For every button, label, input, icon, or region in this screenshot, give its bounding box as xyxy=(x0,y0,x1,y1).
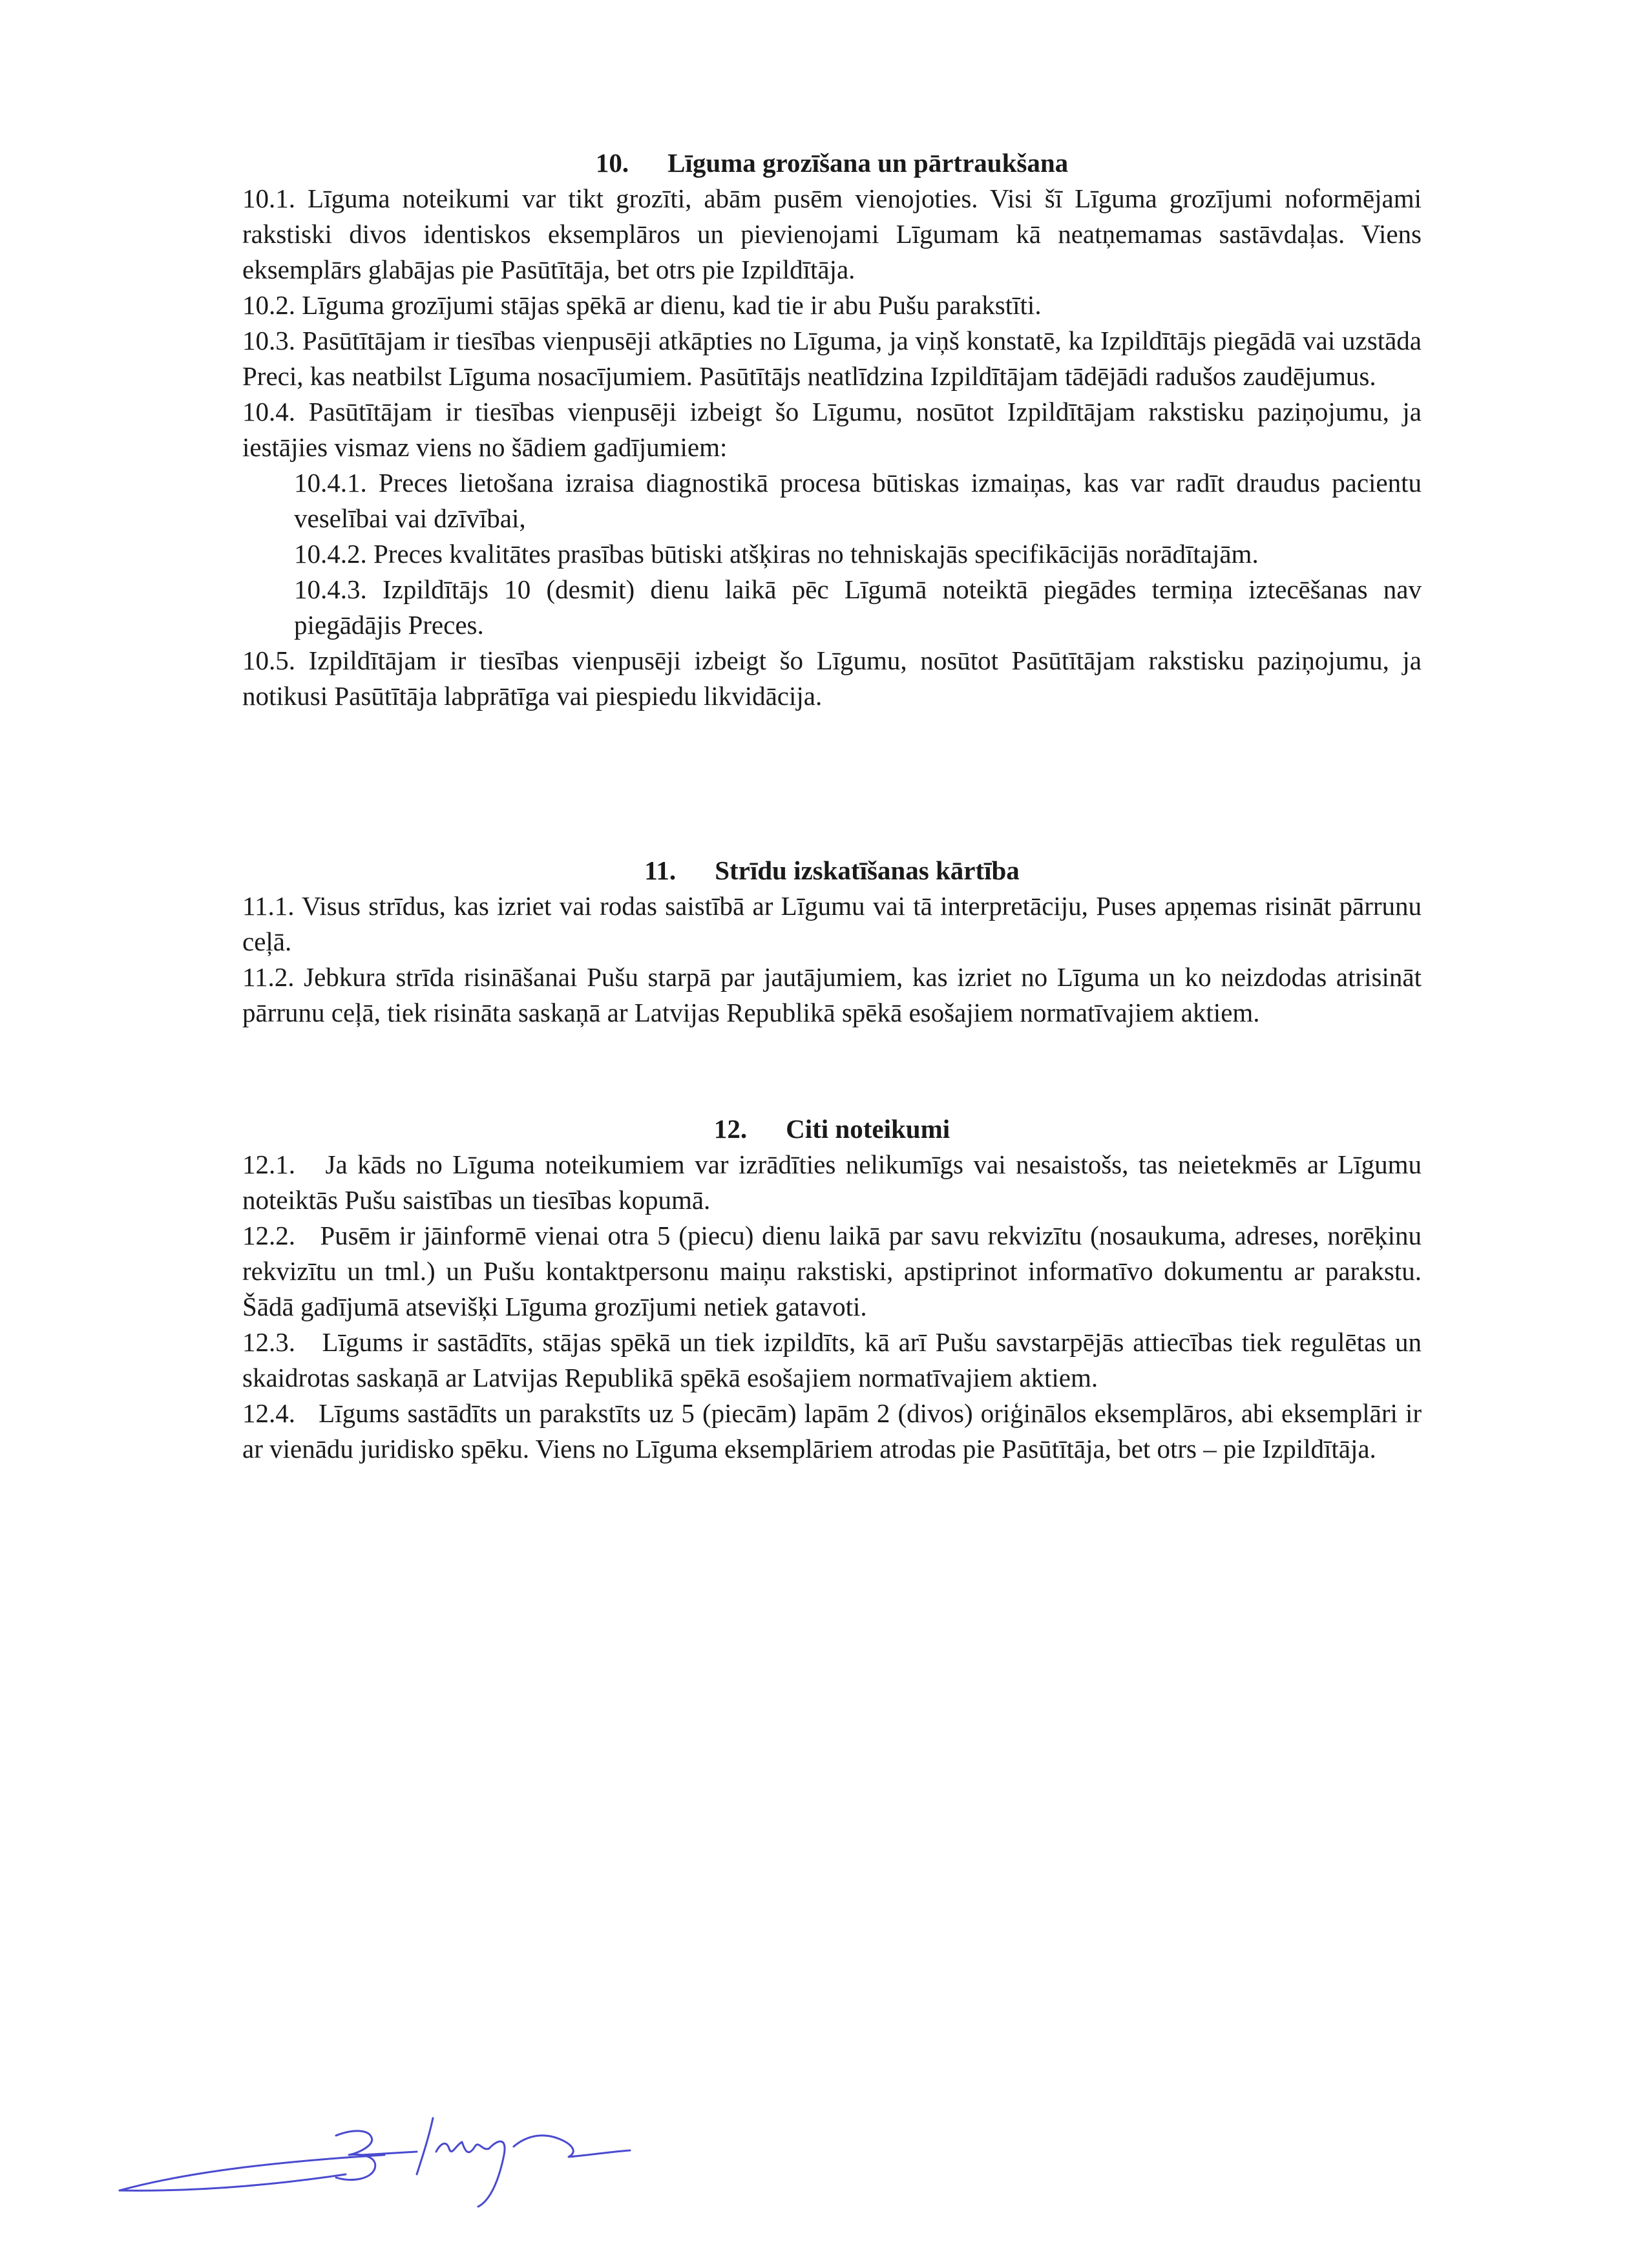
handwritten-signature xyxy=(113,2042,682,2210)
subparagraph: 10.4.3. Izpildītājs 10 (desmit) dienu laikā pēc Līgumā noteiktā piegādes termiņa iztecēšanas nav piegādājis Preces. xyxy=(294,574,1422,640)
paragraph: 10.3. Pasūtītājam ir tiesības vienpusēji atkāpties no Līguma, ja viņš konstatē, ka Izpildītājs piegādā vai uzstāda Preci, kas neatbilst Līguma nosacījumiem. Pasūtītājs neatlīdzina Izpildītājam tādējādi radušos zaudējumus. xyxy=(242,326,1422,391)
section-number: 12. xyxy=(713,1114,748,1144)
subparagraph: 10.4.1. Preces lietošana izraisa diagnostikā procesa būtiskas izmaiņas, kas var radīt draudus pacientu veselībai vai dzīvībai, xyxy=(294,468,1422,533)
subparagraph: 10.4.2. Preces kvalitātes prasības būtiski atšķiras no tehniskajās specifikācijās norādītajām. xyxy=(294,539,1259,569)
section-title: Līguma grozīšana un pārtraukšana xyxy=(667,148,1069,178)
section-title: Strīdu izskatīšanas kārtība xyxy=(715,856,1020,885)
section-number: 11. xyxy=(644,856,677,885)
paragraph: 11.2. Jebkura strīda risināšanai Pušu starpā par jautājumiem, kas izriet no Līguma un ko neizdodas atrisināt pārrunu ceļā, tiek risināta saskaņā ar Latvijas Republikā spēkā esošajiem normatīvajiem aktiem. xyxy=(242,962,1422,1027)
paragraph: 12.3. Līgums ir sastādīts, stājas spēkā un tiek izpildīts, kā arī Pušu savstarpējās attiecības tiek regulētas un skaidrotas saskaņā ar Latvijas Republikā spēkā esošajiem normatīvajiem aktiem. xyxy=(242,1327,1429,1392)
paragraph: 10.5. Izpildītājam ir tiesības vienpusēji izbeigt šo Līgumu, nosūtot Pasūtītājam rakstisku paziņojumu, ja notikusi Pasūtītāja labprātīga vai piespiedu likvidācija. xyxy=(242,646,1422,711)
paragraph: 12.1. Ja kāds no Līguma noteikumiem var izrādīties nelikumīgs vai nesaistošs, tas neietekmēs ar Līgumu noteiktās Pušu saistības un tiesības kopumā. xyxy=(242,1150,1429,1215)
section-12-body xyxy=(242,1147,1429,1467)
section-11-body xyxy=(242,888,1422,1031)
paragraph: 12.2. Pusēm ir jāinformē vienai otra 5 (piecu) dienu laikā par savu rekvizītu (nosaukuma, adreses, norēķinu rekvizītu un tml.) un Pušu kontaktpersonu maiņu rakstiski, apstiprinot informatīvo dokumentu ar parakstu. Šādā gadījumā atsevišķi Līguma grozījumi netiek gatavoti. xyxy=(242,1221,1429,1321)
paragraph: 10.1. Līguma noteikumi var tikt grozīti, abām pusēm vienojoties. Visi šī Līguma grozījumi noformējami rakstiski divos identiskos eksemplāros un pievienojami Līgumam kā neatņemamas sastāvdaļas. Viens eksemplārs glabājas pie Pasūtītāja, bet otrs pie Izpildītāja. xyxy=(242,184,1422,284)
section-title: Citi noteikumi xyxy=(786,1114,951,1144)
section-10-body xyxy=(242,181,1422,714)
paragraph: 10.4. Pasūtītājam ir tiesības vienpusēji izbeigt šo Līgumu, nosūtot Izpildītājam rakstisku paziņojumu, ja iestājies vismaz viens no šādiem gadījumiem: xyxy=(242,397,1422,462)
section-10-heading xyxy=(242,145,1422,181)
section-number: 10. xyxy=(595,148,629,178)
paragraph: 12.4. Līgums sastādīts un parakstīts uz 5 (piecām) lapām 2 (divos) oriģinālos eksemplāros, abi eksemplāri ir ar vienādu juridisko spēku. Viens no Līguma eksemplāriem atrodas pie Pasūtītāja, bet otrs – pie Izpildītāja. xyxy=(242,1398,1429,1464)
paragraph: 10.2. Līguma grozījumi stājas spēkā ar dienu, kad tie ir abu Pušu parakstīti. xyxy=(242,290,1042,320)
paragraph: 11.1. Visus strīdus, kas izriet vai rodas saistībā ar Līgumu vai tā interpretāciju, Puses apņemas risināt pārrunu ceļā. xyxy=(242,891,1422,956)
section-12-heading xyxy=(242,1111,1422,1147)
section-11-heading xyxy=(242,853,1422,888)
